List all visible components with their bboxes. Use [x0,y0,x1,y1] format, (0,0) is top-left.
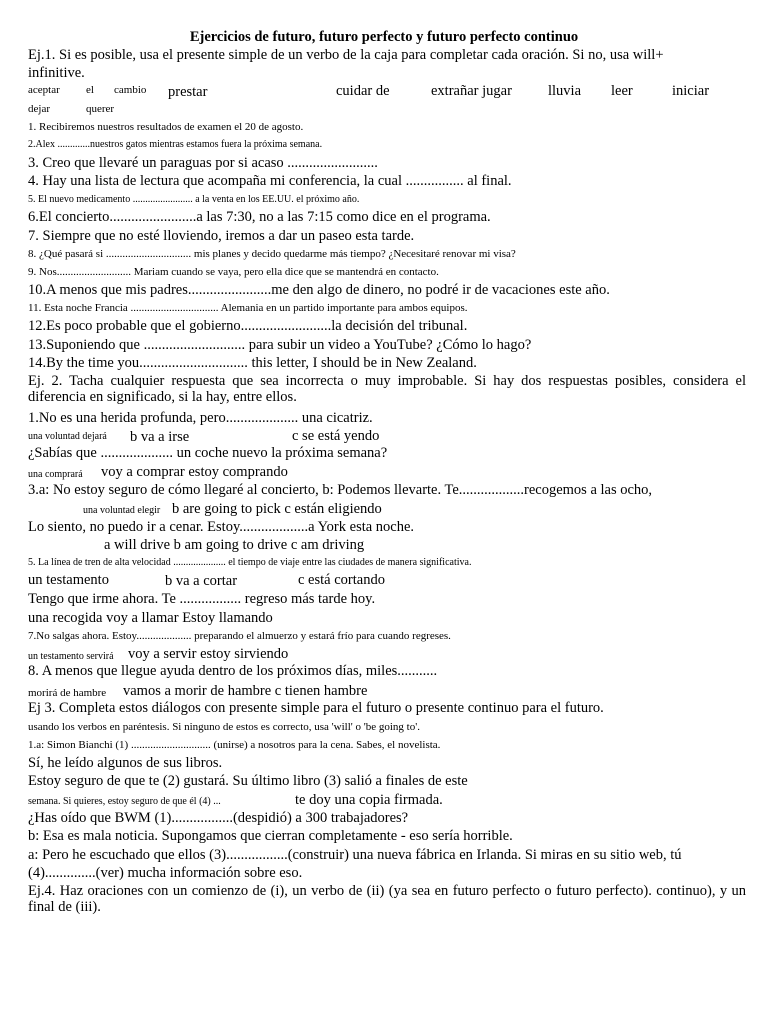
ex2-q5: 5. La línea de tren de alta velocidad ..................... el tiempo de viaje entre las ciudades de manera significativa. [28,557,472,568]
ex3-line-1: 1.a: Simon Bianchi (1) ............................. (unirse) a nosotros para la cena. Sabes, el novelista. [28,739,441,751]
ex2-q8-options: vamos a morir de hambre c tienen hambre [123,683,368,699]
ex1-item-11: 11. Esta noche Francia ................................ Alemania en un partido importante para ambos equipos. [28,302,468,314]
ex2-q3-options: b are going to pick c están eligiendo [172,501,382,517]
ex2-q2: ¿Sabías que .................... un coche nuevo la próxima semana? [28,445,388,461]
ex3-line-6: b: Esa es mala noticia. Supongamos que cierran completamente - eso sería horrible. [28,828,513,844]
box-word: extrañar jugar [431,83,512,99]
ex2-q4-options: a will drive b am going to drive c am driving [104,537,365,553]
box-word: querer [86,103,115,115]
box-word: dejar [28,103,50,115]
box-word: leer [611,83,633,99]
box-word: cambio [114,84,147,96]
ex1-item-9: 9. Nos........................... Mariam cuando se vaya, pero ella dice que se mantendrá en contacto. [28,266,439,278]
ex3-instruction-cont: usando los verbos en paréntesis. Si ninguno de estos es correcto, usa 'will' o 'be going to'. [28,721,420,733]
ex1-item-2: 2.Alex .............nuestros gatos mientras estamos fuera la próxima semana. [28,139,323,150]
ex2-q3: 3.a: No estoy seguro de cómo llegaré al concierto, b: Podemos llevarte. Te..................recogemos a las ocho, [28,482,653,498]
ex2-q2-options: voy a comprar estoy comprando [101,464,288,480]
ex2-q5-option-b: b va a cortar [165,573,238,589]
worksheet-title: Ejercicios de futuro, futuro perfecto y futuro perfecto continuo [189,29,579,45]
ex2-q5-option-c: c está cortando [298,572,385,588]
ex2-q1-option-c: c se está yendo [292,428,380,444]
ex1-item-6: 6.El concierto........................a las 7:30, no a las 7:15 como dice en el programa. [28,209,491,225]
ex1-instruction-cont: infinitive. [28,65,85,81]
ex3-line-8: (4)..............(ver) mucha información sobre eso. [28,865,303,881]
ex1-item-5: 5. El nuevo medicamento ........................ a la venta en los EE.UU. el próximo año. [28,194,360,205]
ex1-item-14: 14.By the time you.............................. this letter, I should be in New Zealand. [28,355,477,371]
ex1-item-13: 13.Suponiendo que ............................ para subir un video a YouTube? ¿Cómo lo hago? [28,337,532,353]
box-word: el [86,84,94,96]
ex2-q4: Lo siento, no puedo ir a cenar. Estoy...................a York esta noche. [28,519,415,535]
ex2-q7-options: voy a servir estoy sirviendo [128,646,289,662]
ex2-q1-option-b: b va a irse [130,429,190,445]
ex2-q1: 1.No es una herida profunda, pero.................... una cicatriz. [28,410,373,426]
ex1-item-4: 4. Hay una lista de lectura que acompaña mi conferencia, la cual ................ al final. [28,173,512,189]
ex3-line-2: Sí, he leído algunos de sus libros. [28,755,223,771]
ex2-q7-option-a: un testamento servirá [28,651,114,662]
ex1-item-8: 8. ¿Qué pasará si ............................... mis planes y decido quedarme más tiempo? ¿Necesitaré renovar mi visa? [28,248,516,260]
ex2-q5-option-a: un testamento [28,572,109,588]
box-word: prestar [168,84,208,100]
box-word: iniciar [672,83,710,99]
ex3-line-4a: semana. Si quieres, estoy seguro de que él (4) ... [28,796,221,807]
ex2-q1-option-a: una voluntad dejará [28,431,107,442]
ex1-item-7: 7. Siempre que no esté lloviendo, iremos a dar un paseo esta tarde. [28,228,415,244]
ex2-q6: Tengo que irme ahora. Te ................. regreso más tarde hoy. [28,591,376,607]
ex3-line-4b: te doy una copia firmada. [295,792,443,808]
ex4-instruction: Ej.4. Haz oraciones con un comienzo de (i), un verbo de (ii) (ya sea en futuro perfecto o futuro perfecto). continuo), y un final de (iii). [28,883,746,915]
ex1-item-12: 12.Es poco probable que el gobierno.........................la decisión del tribunal. [28,318,468,334]
ex1-item-3: 3. Creo que llevaré un paraguas por si acaso ......................... [28,155,378,171]
ex2-q8: 8. A menos que llegue ayuda dentro de los próximos días, miles........... [28,663,438,679]
ex2-q7: 7.No salgas ahora. Estoy.................... preparando el almuerzo y estará frío para cuando regreses. [28,630,451,642]
box-word: cuidar de [336,83,390,99]
ex3-line-7: a: Pero he escuchado que ellos (3).................(construir) una nueva fábrica en Irlanda. Si miras en su sitio web, tú [28,847,682,863]
ex1-item-1: 1. Recibiremos nuestros resultados de examen el 20 de agosto. [28,121,304,133]
ex2-q6-options: una recogida voy a llamar Estoy llamando [28,610,273,626]
ex1-instruction: Ej.1. Si es posible, usa el presente simple de un verbo de la caja para completar cada oración. Si no, usa will+ [28,47,664,63]
ex2-q8-option-a: morirá de hambre [28,687,107,699]
box-word: lluvia [548,83,582,99]
ex3-line-5: ¿Has oído que BWM (1).................(despidió) a 300 trabajadores? [28,810,409,826]
ex2-q2-option-a: una comprará [28,469,83,480]
ex1-item-10: 10.A menos que mis padres.......................me den algo de dinero, no podré ir de vacaciones este año. [28,282,610,298]
box-word: aceptar [28,84,60,96]
ex3-line-3: Estoy seguro de que te (2) gustará. Su último libro (3) salió a finales de este [28,773,468,789]
ex2-q3-option-a: una voluntad elegir [83,505,161,516]
ex2-instruction: Ej. 2. Tacha cualquier respuesta que sea incorrecta o muy improbable. Si hay dos respuestas posibles, considera el diferencia en significado, si la hay, entre ellos. [28,373,746,405]
ex3-instruction: Ej 3. Completa estos diálogos con presente simple para el futuro o presente continuo para el futuro. [28,700,604,716]
